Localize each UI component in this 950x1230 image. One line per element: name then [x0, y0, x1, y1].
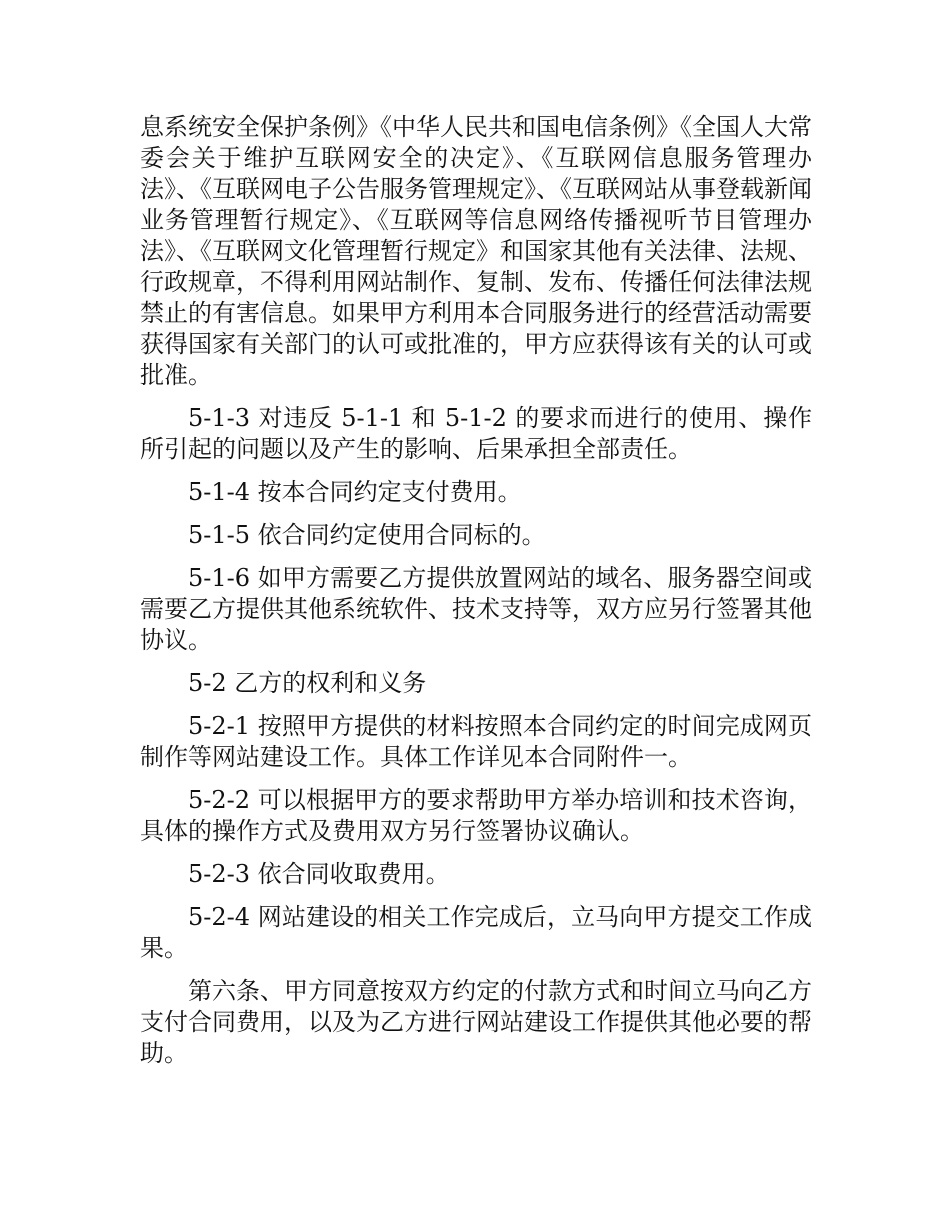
- paragraph-regulations-continued: 息系统安全保护条例》《中华人民共和国电信条例》《全国人大常委会关于维护互联网安全的决定》、《互联网信息服务管理办法》、《互联网电子公告服务管理规定》、《互联网站从事登载新闻业务管理暂行规定》、《互联网等信息网络传播视听节目管理办法》、《互联网文化管理暂行规定》和国家其他有关法律、法规、行政规章，不得利用网站制作、复制、发布、传播任何法律法规禁止的有害信息。如果甲方利用本合同服务进行的经营活动需要获得国家有关部门的认可或批准的，甲方应获得该有关的认可或批准。: [140, 113, 812, 389]
- paragraph-5-2-3: 5-2-3 依合同收取费用。: [188, 860, 450, 888]
- paragraph-5-2-4: 5-2-4 网站建设的相关工作完成后，立马向甲方提交工作成果。: [140, 903, 812, 962]
- paragraph-article-6: 第六条、甲方同意按双方约定的付款方式和时间立马向乙方支付合同费用，以及为乙方进行网站建设工作提供其他必要的帮助。: [140, 977, 812, 1067]
- paragraph-5-1-5: 5-1-5 依合同约定使用合同标的。: [188, 521, 546, 549]
- paragraph-5-2-2: 5-2-2 可以根据甲方的要求帮助甲方举办培训和技术咨询，具体的操作方式及费用双方另行签署协议确认。: [140, 786, 812, 845]
- paragraph-5-2-1: 5-2-1 按照甲方提供的材料按照本合同约定的时间完成网页制作等网站建设工作。具体工作详见本合同附件一。: [140, 712, 812, 771]
- paragraph-5-1-6: 5-1-6 如甲方需要乙方提供放置网站的域名、服务器空间或需要乙方提供其他系统软件、技术支持等，双方应另行签署其他协议。: [140, 564, 812, 654]
- paragraph-5-1-3: 5-1-3 对违反 5-1-1 和 5-1-2 的要求而进行的使用、操作所引起的问题以及产生的影响、后果承担全部责任。: [140, 404, 812, 463]
- paragraph-5-1-4: 5-1-4 按本合同约定支付费用。: [188, 478, 522, 506]
- document-page: [140, 112, 812, 1081]
- section-heading-5-2: 5-2 乙方的权利和义务: [188, 669, 427, 697]
